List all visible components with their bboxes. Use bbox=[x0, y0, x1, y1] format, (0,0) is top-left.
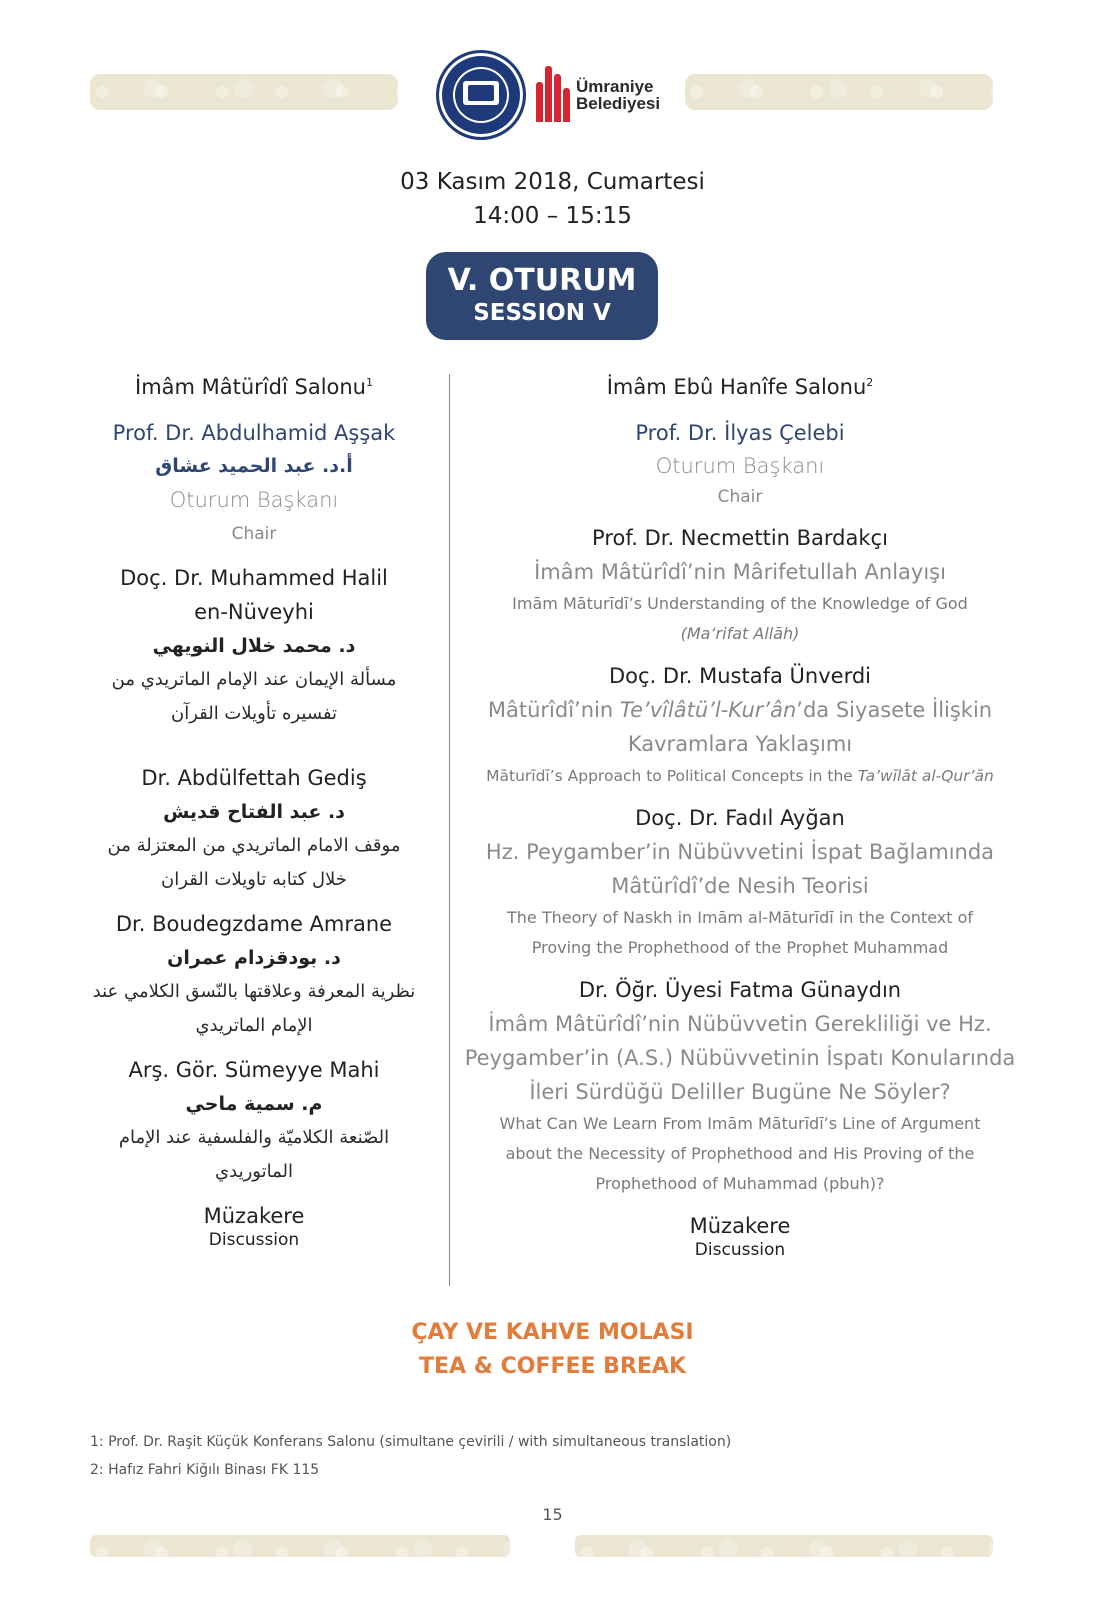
header-band-left bbox=[90, 74, 398, 110]
right-speaker-4-title-en: What Can We Learn From Imām Māturīdī’s Line of Argument about the Necessity of Prophethood and His Proving of the Prophethood of Muhammad (pbuh)? bbox=[499, 1114, 981, 1193]
left-speaker-4-name: Arş. Gör. Sümeyye Mahi bbox=[128, 1058, 380, 1082]
left-speaker-1-name-arabic: د. محمد خلال النويهي bbox=[152, 635, 356, 657]
right-speaker-1-title-tr: İmâm Mâtürîdî’nin Mârifetullah Anlayışı bbox=[534, 560, 946, 584]
belediye-wordmark: Ümraniye Belediyesi bbox=[576, 77, 661, 113]
left-discussion-en: Discussion bbox=[208, 1230, 300, 1250]
left-speaker-2-name: Dr. Abdülfettah Gediş bbox=[141, 766, 367, 790]
left-speaker-1-title: مسألة الإيمان عند الإمام الماتريدي من تفسيره تأويلات القرآن bbox=[111, 669, 397, 724]
left-speaker-3-title: نظرية المعرفة وعلاقتها بالنّسق الكلامي عند الإمام الماتريدي bbox=[92, 981, 416, 1036]
right-speaker-1-name: Prof. Dr. Necmettin Bardakçı bbox=[592, 526, 888, 550]
right-speaker-2-title-tr: Mâtürîdî’nin Te’vîlâtü’l-Kur’ân’da Siyasete İlişkin Kavramlara Yaklaşımı bbox=[487, 698, 993, 756]
right-speaker-3-name: Doç. Dr. Fadıl Ayğan bbox=[635, 806, 845, 830]
left-speaker-3-name: Dr. Boudegzdame Amrane bbox=[115, 912, 393, 936]
time-line: 14:00 – 15:15 bbox=[473, 203, 632, 229]
coffee-break-en: TEA & COFFEE BREAK bbox=[419, 1354, 686, 1379]
marmara-university-seal-icon bbox=[436, 50, 526, 140]
left-hall-title: İmâm Mâtürîdî Salonu$^1$ bbox=[135, 375, 373, 399]
left-chair-role-en: Chair bbox=[231, 524, 277, 544]
footer-band-left bbox=[90, 1535, 510, 1557]
left-column bbox=[60, 365, 448, 1251]
left-speaker-2-title: موقف الامام الماتريدي من المعتزلة من خلال كتابه تاويلات القران bbox=[107, 835, 401, 890]
left-speaker-3-name-arabic: د. بودقزدام عمران bbox=[167, 947, 341, 969]
right-chair-role-en: Chair bbox=[717, 487, 763, 507]
page-number: 15 bbox=[542, 1505, 563, 1524]
footnotes bbox=[90, 1428, 731, 1484]
session-badge bbox=[426, 252, 658, 340]
right-speaker-4-title-tr: İmâm Mâtürîdî’nin Nübüvvetin Gerekliliği ve Hz. Peygamber’in (A.S.) Nübüvvetinin İspatı Konularında İleri Sürdüğü Deliller Bugüne Ne Söyler? bbox=[464, 1012, 1016, 1104]
header-band-right bbox=[685, 74, 993, 110]
coffee-break-tr: ÇAY VE KAHVE MOLASI bbox=[411, 1320, 694, 1345]
coffee-break-banner bbox=[0, 1316, 1105, 1384]
right-discussion: Müzakere bbox=[689, 1214, 791, 1238]
left-discussion: Müzakere bbox=[203, 1204, 305, 1228]
right-column bbox=[455, 365, 1025, 1261]
footer-band-right bbox=[575, 1535, 993, 1557]
session-title: V. OTURUM bbox=[447, 263, 637, 298]
right-discussion-en: Discussion bbox=[694, 1240, 786, 1260]
right-speaker-4-name: Dr. Öğr. Üyesi Fatma Günaydın bbox=[578, 978, 902, 1002]
date-block bbox=[0, 165, 1105, 233]
footnote-2: 2: Hafız Fahri Kiğılı Binası FK 115 bbox=[90, 1462, 320, 1478]
left-speaker-4-title: الصّنعة الكلاميّة والفلسفية عند الإمام الماتوريدي bbox=[118, 1127, 390, 1182]
footnote-1: 1: Prof. Dr. Raşit Küçük Konferans Salonu (simultane çevirili / with simultaneous translation) bbox=[90, 1434, 732, 1450]
right-chair-name: Prof. Dr. İlyas Çelebi bbox=[635, 421, 845, 445]
belediye-bars-icon bbox=[536, 62, 572, 122]
right-speaker-3-title-en: The Theory of Naskh in Imām al-Māturīdī in the Context of Proving the Prophethood of the Prophet Muhammad bbox=[506, 908, 974, 957]
right-hall-title: İmâm Ebû Hanîfe Salonu$^2$ bbox=[606, 375, 874, 399]
left-speaker-1-name: Doç. Dr. Muhammed Halil en-Nüveyhi bbox=[120, 566, 388, 624]
left-chair-role: Oturum Başkanı bbox=[169, 488, 339, 512]
right-speaker-2-title-en: Māturīdī’s Approach to Political Concepts in the Ta’wīlāt al-Qur’ān bbox=[486, 767, 994, 785]
column-divider bbox=[449, 374, 450, 1286]
umraniye-belediyesi-logo bbox=[536, 62, 686, 122]
session-subtitle: SESSION V bbox=[473, 300, 611, 326]
right-speaker-2-name: Doç. Dr. Mustafa Ünverdi bbox=[608, 664, 871, 688]
right-speaker-1-title-en: Imām Māturīdī’s Understanding of the Knowledge of God (Ma‘rifat Allāh) bbox=[512, 594, 968, 643]
left-chair-name-arabic: أ.د. عبد الحميد عشاق bbox=[155, 455, 353, 477]
logos bbox=[436, 50, 696, 140]
left-speaker-4-name-arabic: م. سمية ماحي bbox=[185, 1093, 323, 1115]
right-speaker-3-title-tr: Hz. Peygamber’in Nübüvvetini İspat Bağlamında Mâtürîdî’de Nesih Teorisi bbox=[485, 840, 995, 898]
date-line: 03 Kasım 2018, Cumartesi bbox=[400, 169, 705, 195]
left-chair-name: Prof. Dr. Abdulhamid Aşşak bbox=[112, 421, 396, 445]
right-chair-role: Oturum Başkanı bbox=[655, 454, 825, 478]
left-speaker-2-name-arabic: د. عبد الفتاح قديش bbox=[163, 801, 345, 823]
